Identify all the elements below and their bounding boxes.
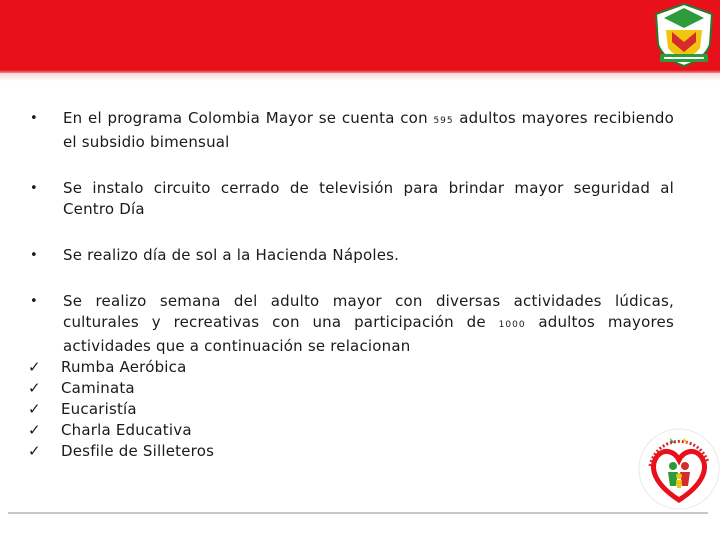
check-icon: ✓ (28, 442, 41, 460)
activity-label: Charla Educativa (61, 421, 192, 439)
header-band (0, 0, 720, 73)
bullet-item-dia-de-sol (28, 245, 674, 266)
bullet-text-end: adultos mayores recibiendo el subsidio bimensual (63, 109, 674, 151)
bullet-text-start: Se realizo semana del adulto mayor con diversas actividades lúdicas, culturales y recreativas con una participación de (63, 292, 674, 331)
bullet-item-colombia-mayor (28, 108, 674, 153)
activity-label: Rumba Aeróbica (61, 358, 187, 376)
heart-family-logo-icon (636, 426, 720, 512)
municipal-shield-icon (652, 2, 716, 68)
bullet-marker: • (30, 181, 38, 196)
bullet-text-end: adultos mayores actividades que a continuación se relacionan (63, 313, 674, 355)
participant-count: 1000 (498, 320, 526, 330)
beneficiary-count: 595 (433, 116, 454, 126)
bullet-marker: • (30, 111, 38, 126)
bullet-text: Se instalo circuito cerrado de televisión para brindar mayor seguridad al Centro Día (63, 179, 674, 218)
check-icon: ✓ (28, 421, 41, 439)
activity-label: Eucaristía (61, 400, 137, 418)
bullet-item-semana-adulto-mayor (28, 291, 674, 357)
activity-item (28, 420, 674, 441)
footer-divider (8, 512, 708, 514)
bullet-text (63, 291, 674, 357)
bullet-text: Se realizo día de sol a la Hacienda Nápoles. (63, 246, 400, 264)
bullet-marker: • (30, 248, 38, 263)
header-shadow (0, 73, 720, 81)
bullet-text (63, 108, 674, 153)
bullet-item-cctv (28, 178, 674, 220)
activity-label: Desfile de Silleteros (61, 442, 215, 460)
activity-item (28, 357, 674, 378)
activity-item (28, 399, 674, 420)
activity-item (28, 378, 674, 399)
bullet-marker: • (30, 294, 38, 309)
activity-item (28, 441, 674, 462)
check-icon: ✓ (28, 358, 41, 376)
activity-label: Caminata (61, 379, 135, 397)
check-icon: ✓ (28, 379, 41, 397)
content-body (28, 108, 674, 462)
bullet-text-start: En el programa Colombia Mayor se cuenta con (63, 109, 434, 127)
check-icon: ✓ (28, 400, 41, 418)
